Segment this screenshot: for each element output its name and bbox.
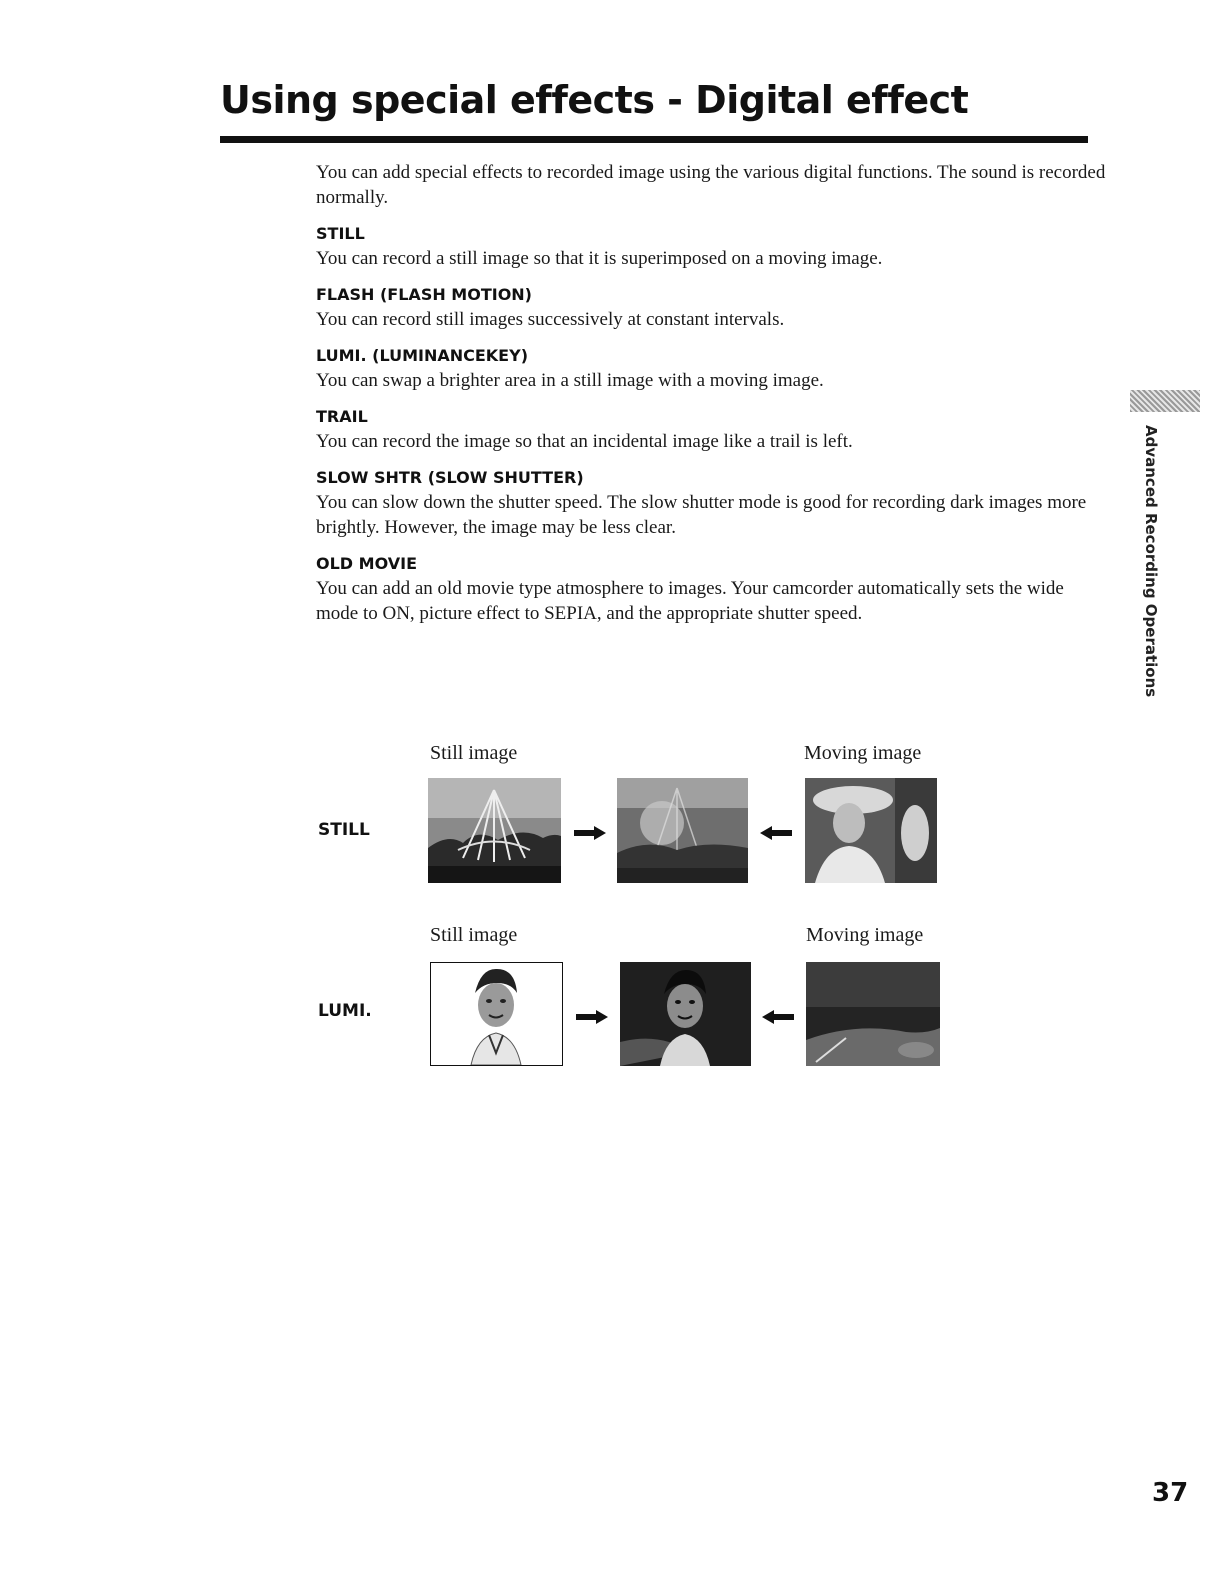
- effect-item-slow-shutter: [316, 466, 1106, 540]
- right-arrow-icon: [576, 1010, 608, 1024]
- still-image-thumbnail: [430, 962, 563, 1066]
- effect-heading: TRAIL: [316, 407, 368, 426]
- effect-heading: FLASH (FLASH MOTION): [316, 285, 532, 304]
- effect-item-flash: [316, 283, 1106, 332]
- result-image-thumbnail: [617, 778, 748, 883]
- page-title: Using special effects - Digital effect: [220, 78, 969, 122]
- effect-item-trail: [316, 405, 1106, 454]
- figure-label-lumi: LUMI.: [318, 1001, 372, 1021]
- main-content: [316, 160, 1106, 638]
- page-number: 37: [1152, 1478, 1189, 1508]
- effect-item-old-movie: [316, 552, 1106, 626]
- effect-heading: LUMI. (LUMINANCEKEY): [316, 346, 529, 365]
- still-image-thumbnail: [428, 778, 561, 883]
- moving-image-thumbnail: [806, 962, 940, 1066]
- moving-image-caption: Moving image: [806, 924, 924, 946]
- figure-label-still: STILL: [318, 820, 370, 840]
- effect-description: You can record a still image so that it is superimposed on a moving image.: [316, 248, 883, 269]
- intro-paragraph: You can add special effects to recorded image using the various digital functions. The sound is recorded normally.: [316, 162, 1106, 208]
- effect-description: You can slow down the shutter speed. The slow shutter mode is good for recording dark images more brightly. However, the image may be less clear.: [316, 492, 1087, 538]
- effect-description: You can record still images successively at constant intervals.: [316, 309, 785, 330]
- effect-description: You can add an old movie type atmosphere to images. Your camcorder automatically sets the wide mode to ON, picture effect to SEPIA, and the appropriate shutter speed.: [316, 578, 1064, 624]
- result-image-thumbnail: [620, 962, 751, 1066]
- effect-heading: STILL: [316, 224, 365, 243]
- effect-heading: OLD MOVIE: [316, 554, 418, 573]
- still-image-caption: Still image: [430, 742, 518, 764]
- left-arrow-icon: [762, 1010, 794, 1024]
- effect-description: You can record the image so that an incidental image like a trail is left.: [316, 431, 853, 452]
- effect-item-still: [316, 222, 1106, 271]
- section-tab-label: Advanced Recording Operations: [1142, 425, 1160, 698]
- title-rule: [220, 136, 1088, 143]
- effect-heading: SLOW SHTR (SLOW SHUTTER): [316, 468, 584, 487]
- effect-item-lumi: [316, 344, 1106, 393]
- moving-image-thumbnail: [805, 778, 937, 883]
- effect-description: You can swap a brighter area in a still image with a moving image.: [316, 370, 824, 391]
- still-image-caption: Still image: [430, 924, 518, 946]
- left-arrow-icon: [760, 826, 792, 840]
- section-tab-marker: [1130, 390, 1200, 412]
- right-arrow-icon: [574, 826, 606, 840]
- moving-image-caption: Moving image: [804, 742, 922, 764]
